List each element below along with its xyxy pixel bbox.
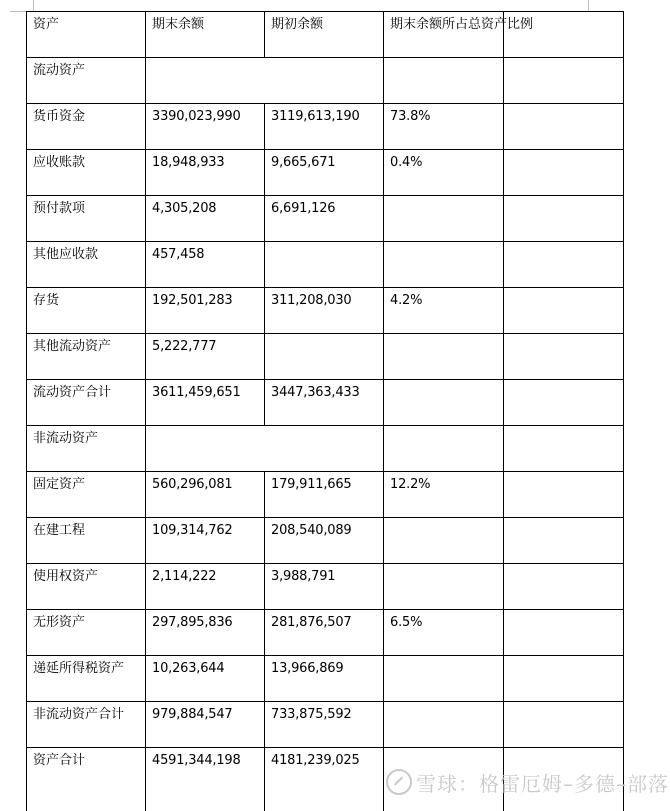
item-label-cell: 预付款项 [27, 196, 146, 242]
table-row [27, 702, 624, 748]
section-row [27, 58, 624, 104]
crop-mark-left-horizontal [10, 11, 26, 12]
table-row [27, 334, 624, 380]
ratio-cell: 73.8% [384, 104, 504, 150]
section-label: 非流动资产 [27, 426, 146, 472]
ratio-cell: 6.5% [384, 610, 504, 656]
end-balance-cell: 3390,023,990 [146, 104, 265, 150]
end-balance-cell: 109,314,762 [146, 518, 265, 564]
table-row [27, 242, 624, 288]
extra-cell [504, 104, 624, 150]
section-merged-cell [146, 426, 384, 472]
section-row [27, 426, 624, 472]
header-cell-ratio: 期末余额所占总资产比例 [384, 12, 504, 58]
item-label-cell: 固定资产 [27, 472, 146, 518]
ratio-cell [384, 196, 504, 242]
ratio-cell: 12.2% [384, 472, 504, 518]
watermark-text: 雪球：格雷厄姆–多德–部落 [416, 772, 669, 796]
extra-cell [504, 380, 624, 426]
begin-balance-cell: 3,988,791 [265, 564, 384, 610]
table-header-row [27, 12, 624, 58]
ratio-cell [384, 334, 504, 380]
extra-cell [504, 58, 624, 104]
extra-cell [504, 518, 624, 564]
ratio-cell [384, 518, 504, 564]
end-balance-cell: 4591,344,198 [146, 748, 265, 811]
item-label-cell: 存货 [27, 288, 146, 334]
end-balance-cell: 18,948,933 [146, 150, 265, 196]
header-cell-asset: 资产 [27, 12, 146, 58]
ratio-cell [384, 702, 504, 748]
begin-balance-cell: 4181,239,025 [265, 748, 384, 811]
begin-balance-cell: 9,665,671 [265, 150, 384, 196]
extra-cell [504, 242, 624, 288]
item-label-cell: 其他应收款 [27, 242, 146, 288]
begin-balance-cell: 208,540,089 [265, 518, 384, 564]
table-row [27, 518, 624, 564]
crop-mark-right [588, 0, 589, 11]
crop-mark-left [33, 0, 34, 11]
section-merged-cell [146, 58, 384, 104]
ratio-cell [384, 656, 504, 702]
end-balance-cell: 3611,459,651 [146, 380, 265, 426]
table-row [27, 288, 624, 334]
end-balance-cell: 297,895,836 [146, 610, 265, 656]
extra-cell [504, 702, 624, 748]
ratio-cell [384, 58, 504, 104]
extra-cell [504, 610, 624, 656]
ratio-cell [384, 426, 504, 472]
table-row [27, 150, 624, 196]
item-label-cell: 递延所得税资产 [27, 656, 146, 702]
ratio-cell [384, 380, 504, 426]
item-label-cell: 其他流动资产 [27, 334, 146, 380]
extra-cell [504, 656, 624, 702]
begin-balance-cell: 3447,363,433 [265, 380, 384, 426]
begin-balance-cell [265, 242, 384, 288]
ratio-cell: 4.2% [384, 288, 504, 334]
extra-cell [504, 426, 624, 472]
item-label-cell: 无形资产 [27, 610, 146, 656]
end-balance-cell: 4,305,208 [146, 196, 265, 242]
table-row [27, 564, 624, 610]
begin-balance-cell: 281,876,507 [265, 610, 384, 656]
begin-balance-cell: 13,966,869 [265, 656, 384, 702]
begin-balance-cell: 3119,613,190 [265, 104, 384, 150]
item-label-cell: 流动资产合计 [27, 380, 146, 426]
extra-cell [504, 288, 624, 334]
header-cell-begin-balance: 期初余额 [265, 12, 384, 58]
header-cell-end-balance: 期末余额 [146, 12, 265, 58]
ratio-cell: 0.4% [384, 150, 504, 196]
section-label: 流动资产 [27, 58, 146, 104]
item-label-cell: 非流动资产合计 [27, 702, 146, 748]
extra-cell [504, 334, 624, 380]
extra-cell [504, 196, 624, 242]
begin-balance-cell: 179,911,665 [265, 472, 384, 518]
begin-balance-cell [265, 334, 384, 380]
ratio-cell [384, 564, 504, 610]
table-row [27, 104, 624, 150]
begin-balance-cell: 6,691,126 [265, 196, 384, 242]
table-row [27, 656, 624, 702]
extra-cell [504, 472, 624, 518]
item-label-cell: 资产合计 [27, 748, 146, 811]
table-row [27, 610, 624, 656]
end-balance-cell: 192,501,283 [146, 288, 265, 334]
table-row [27, 472, 624, 518]
table-row [27, 380, 624, 426]
xueqiu-logo-icon [386, 769, 412, 795]
item-label-cell: 在建工程 [27, 518, 146, 564]
item-label-cell: 货币资金 [27, 104, 146, 150]
end-balance-cell: 2,114,222 [146, 564, 265, 610]
begin-balance-cell: 733,875,592 [265, 702, 384, 748]
end-balance-cell: 560,296,081 [146, 472, 265, 518]
end-balance-cell: 10,263,644 [146, 656, 265, 702]
extra-cell [504, 564, 624, 610]
end-balance-cell: 5,222,777 [146, 334, 265, 380]
table-row [27, 196, 624, 242]
item-label-cell: 使用权资产 [27, 564, 146, 610]
watermark [386, 768, 669, 797]
ratio-cell [384, 242, 504, 288]
begin-balance-cell: 311,208,030 [265, 288, 384, 334]
end-balance-cell: 457,458 [146, 242, 265, 288]
balance-sheet-table [26, 11, 624, 811]
end-balance-cell: 979,884,547 [146, 702, 265, 748]
extra-cell [504, 150, 624, 196]
item-label-cell: 应收账款 [27, 150, 146, 196]
